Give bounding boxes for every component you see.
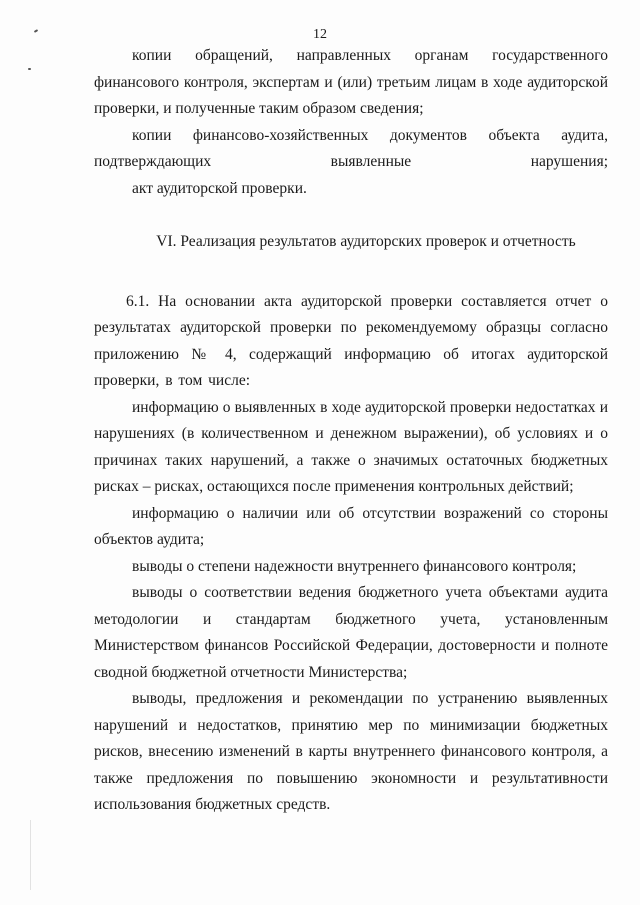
paragraph: информацию о наличии или об отсутствии возражений со стороны объектов аудита; [94,504,608,548]
scan-margin-shadow [30,820,31,890]
page-number: 12 [313,27,327,42]
paragraph: акт аудиторской проверки. [132,179,307,197]
paragraph: информацию о выявленных в ходе аудиторской проверки недостатках и нарушениях (в количественном и денежном выражении), об условиях и о причинах таких нарушений, а также о значимых остаточных бюджетных рисках – рисках, остающихся после применения контрольных действий; [94,398,608,495]
paragraph: копии финансово-хозяйственных документов объекта аудита, подтверждающих выявленные нарушения; [94,126,608,170]
paragraph: выводы о степени надежности внутреннего финансового контроля; [132,557,577,575]
paragraph: выводы о соответствии ведения бюджетного учета объектами аудита методологии и стандартам бюджетного учета, установленным Министерством финансов Российской Федерации, достоверности и полноте сводной бюджетной отчетности Министерства; [94,584,608,681]
document-body [94,43,608,819]
paragraph: 6.1. На основании акта аудиторской проверки составляется отчет о результатах аудиторской проверки по рекомендуемому образцы согласно приложению № 4, содержащий информацию об итогах аудиторской проверки, в том числе: [94,292,608,389]
paragraph: копии обращений, направленных органам государственного финансового контроля, экспертам и (или) третьим лицам в ходе аудиторской проверки, и полученные таким образом сведения; [94,47,608,117]
paragraph: выводы, предложения и рекомендации по устранению выявленных нарушений и недостатков, принятию мер по минимизации бюджетных рисков, внесению изменений в карты внутреннего финансового контроля, а также предложения по повышению экономности и результативности использования бюджетных средств. [94,690,608,813]
section-heading: VI. Реализация результатов аудиторских проверок и отчетность [156,233,576,250]
scan-speck [28,68,31,70]
